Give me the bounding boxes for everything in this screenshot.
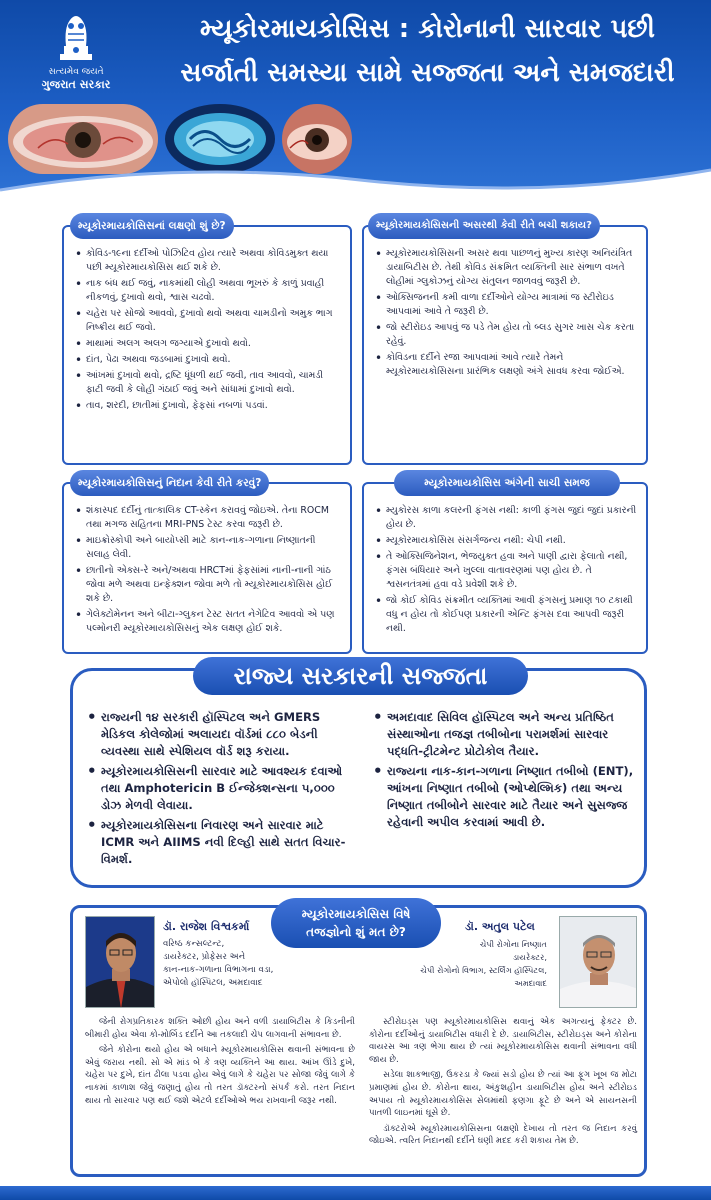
facts-heading: મ્યૂકોરમાયકોસિસ અંગેની સાચી સમજ (394, 470, 620, 496)
list-item: • ચહેરા પર સોજો આવવો, દુખાવો થવો અથવા ચામડીનો અમુક ભાગ નિષ્ક્રીય થઈ જવો. (74, 307, 342, 335)
facts-list (374, 504, 638, 638)
doctor2-roles (420, 938, 547, 990)
doctor2-role-line: ચેપી રોગોનો વિભાગ, સ્ટર્લિંગ હૉસ્પિટલ, (420, 965, 547, 975)
doctor1-paragraph: જેને કોરોના થયો હોય એ બધાને મ્યૂકોરમાયકોસિસ થવાની સંભાવના છે એવું જરાય નથી. સો એ માંડ બે કે ત્રણ વ્યક્તિને આ થાય. આંખ ઊંડે દુખે, ચહેરા પર દુખે, દાંત ઢીલા પડવા હોય એવું લાગે કે ચહેરા પર સોજા જેવું લાગે કે નાકમાં કાળાશ જેવું જણાતું હોય તો તરત ડૉક્ટરનો સંપર્ક કરો. તરત નિદાન થાય તો સારવાર પણ થઈ જશે એટલે દર્દીઓએ ભય રાખવાની જરૂર નથી. (85, 1045, 355, 1106)
list-item: • ગેલેક્ટોમેનન અને બીટા-ગ્લુકન ટેસ્ટ સતત નેગેટિવ આવવો એ પણ પલ્મોનરી મ્યૂકોરમાયકોસિસનું એક લક્ષણ હોઈ શકે. (74, 608, 342, 636)
experts-question-line1: મ્યૂકોરમાયકોસિસ વિષે (301, 907, 411, 921)
page-title-line1: મ્યૂકોરમાયકોસિસ : કોરોનાની સારવાર પછી (200, 14, 655, 44)
list-item: • રાજ્યની ૧૪ સરકારી હૉસ્પિટલ અને GMERS મેડિકલ કોલેજોમાં અલાયદા વૉર્ડમાં ૮૮૦ બેડની વ્યવસ્થા સાથે સ્પેશિયલ વૉર્ડ શરૂ કરાયા. (87, 709, 357, 760)
ashoka-emblem-icon (54, 8, 98, 66)
header-banner (0, 0, 711, 205)
experts-question-line2: તજજ્ઞોનો શું મત છે? (306, 925, 406, 939)
preparedness-left-list (87, 709, 357, 871)
symptoms-section (62, 220, 352, 465)
doctor2-role-line: અમદાવાદ (514, 978, 547, 988)
preparedness-heading: રાજ્ય સરકારની સજ્જતા (193, 657, 528, 695)
list-item: • માથામાં અલગ અલગ જગ્યાએ દુખાવો થવો. (74, 337, 342, 351)
list-item: • રાજ્યના નાક-કાન-ગળાના નિષ્ણાત તબીબો (ENT), આંખના નિષ્ણાત તબીબો (ઓપ્થેલ્મિક) તથા અન્ય નિષ્ણાત તબીબોને સારવાર માટે તૈયાર અને સુસજ્જ રહેવાની અપીલ કરવામાં આવી છે. (373, 763, 635, 831)
experts-question-badge (271, 898, 441, 948)
header-wave (0, 150, 711, 205)
diagnosis-section (62, 477, 352, 654)
doctor1-roles (163, 938, 273, 990)
list-item: • નાક બંધ થઈ જવું, નાકમાંથી લોહી અથવા ભૂખરું કે કાળું પ્રવાહી નીકળવું, દુખાવો થવો, શ્વાસ ચઢવો. (74, 277, 342, 305)
doctor1-portrait (85, 916, 155, 1008)
list-item: • મ્યૂકોરમાયકોસિસ સંસર્ગજન્ય નથી: ચેપી નથી. (374, 534, 638, 548)
list-item: • શંકાસ્પદ દર્દીનું તાત્કાલિક CT-સ્કેન કરાવવું જોઇએ. તેના ROCM તથા મગજ સહિતના MRI-PNS ટેસ્ટ કરવા જરૂરી છે. (74, 504, 342, 532)
doctor1-opinion (85, 1016, 355, 1107)
prevention-list (374, 247, 638, 381)
doctor2-portrait (559, 916, 637, 1008)
doctor2-paragraph: ડૉક્ટરોએ મ્યૂકોરમાયકોસિસના લક્ષણો દેખાય તો તરત જ નિદાન કરવું જોઇએ. ત્વરિત નિદાનથી દર્દીને ઘણી મદદ કરી શકાય તેમ છે. (369, 1123, 637, 1147)
list-item: • આંખમાં દુખાવો થવો, દ્રષ્ટિ ધૂંધળી થઈ જવી, તાવ આવવો, ચામડી ફાટી જવી કે લોહી ગંઠાઈ જવું અને સાંધામાં દુખાવો થવો. (74, 369, 342, 397)
gujarat-sarkar-label: ગુજરાત સરકાર (41, 78, 111, 91)
symptoms-list (74, 247, 342, 415)
list-item: • તાવ, શરદી, છાતીમાં દુખાવો, ફેફસાં નબળાં પડવાં. (74, 399, 342, 413)
list-item: • મ્યુકોરસ કાળા કલરની ફંગસ નથી: કાળી ફંગસ જુદાં જુદાં પ્રકારની હોય છે. (374, 504, 638, 532)
list-item: • જો સ્ટીરોઇડ આપવું જ પડે તેમ હોય તો બ્લડ સુગર ખાસ ચેક કરતા રહેવું. (374, 321, 638, 349)
doctor2-paragraph: સ્ટીરોઇડ્સ પણ મ્યૂકોરમાયકોસિસ થવાનું એક અગત્યનું ફેક્ટર છે. કોરોના દર્દીઓનું ડાયાબિટીસ વધારી દે છે. ડાયાબિટીસ, સ્ટીરોઇડ્સ અને કોરોના વાયરસ આ ત્રણ ભેગા થાય છે ત્યાં મ્યૂકોરમાયકોસિસ થવાની સંભાવના વધી જાય છે. (369, 1017, 637, 1065)
list-item: • જો કોઈ કોવિડ સંક્રમીત વ્યક્તિમાં આવી ફંગસનું પ્રમાણ ૧૦ ટકાથી વધુ ન હોય તો કોઈપણ પ્રકારની એન્ટિ ફંગસ દવા આપવી જરૂરી નથી. (374, 594, 638, 636)
state-emblem (40, 8, 112, 103)
list-item: • મ્યૂકોરમાયકોસિસના નિવારણ અને સારવાર માટે ICMR અને AIIMS નવી દિલ્હી સાથે સતત વિચાર-વિમર્શ. (87, 817, 357, 868)
doctor2-role-line: ચેપી રોગોના નિષ્ણાત (479, 939, 547, 949)
list-item: • છાતીનો એક્સ-રે અને/અથવા HRCTમાં ફેફસાંમાં નાની-નાની ગાંઠ જોવા મળે અથવા ઇન્ફેક્શન જોવા મળે તો મ્યૂકોરમાયકોસિસ હોઈ શકે છે. (74, 564, 342, 606)
list-item: • તે ઓક્સિજિનેશન, ભેજયુક્ત હવા અને પાણી દ્વારા ફેલાતો નથી, ફંગસ બંધિયાર અને ખુલ્લા વાતાવરણમાં પણ હોય છે. તે શ્વસનતંત્રમાં હવા વડે પ્રવેશી શકે છે. (374, 550, 638, 592)
facts-section (362, 477, 648, 654)
diagnosis-list (74, 504, 342, 638)
doctor1-role-line: વરિષ્ઠ કન્સલ્ટન્ટ, (163, 939, 225, 949)
list-item: • માઇક્રોસ્કોપી અને બાયોપ્સી માટે કાન-નાક-ગળાના નિષ્ણાતની સલાહ લેવી. (74, 534, 342, 562)
page-title-line2: સર્જાતી સમસ્યા સામે સજ્જતા અને સમજદારી (180, 58, 675, 88)
list-item: • કોવિડ-૧૯ના દર્દીઓ પોઝિટિવ હોય ત્યારે અથવા કોવિડમુક્ત થયા પછી મ્યૂકોરમાયકોસિસ થઈ શકે છે. (74, 247, 342, 275)
list-item: • મ્યૂકોરમાયકોસિસની અસર થવા પાછળનું મુખ્ય કારણ અનિયંત્રિત ડાયાબિટીસ છે. તેથી કોવિડ સંક્રમિત વ્યક્તિની સાર સંભાળ વખતે લોહીમાં ગ્લુકોઝનું યોગ્ય સંતુલન જાળવવું જરૂરી છે. (374, 247, 638, 289)
preparedness-right-list (373, 709, 635, 834)
list-item: • અમદાવાદ સિવિલ હૉસ્પિટલ અને અન્ય પ્રતિષ્ઠિત સંસ્થાઓના તજજ્ઞ તબીબોના પરામર્શમાં સારવાર પદ્ધતિ-ટ્રીટમેન્ટ પ્રોટોકોલ તૈયાર. (373, 709, 635, 760)
doctor1-role-line: એપોલો હૉસ્પિટલ, અમદાવાદ (163, 978, 263, 988)
doctor1-role-line: કાન-નાક-ગળાના વિભાગના વડા, (163, 965, 274, 975)
emblem-motto: સત્યમેવ જયતે (48, 67, 104, 77)
doctor2-opinion (369, 1016, 637, 1148)
doctor2-paragraph: સડેલા શાકભાજી, ઉકરડા કે જ્યાં સડો હોય છે ત્યાં આ ફૂગ ખૂબ જ મોટા પ્રમાણમાં હોય છે. કોરોના થાય, અંકુશહીન ડાયાબિટીસ હોય અને સ્ટીરોઇડ અપાય તો મ્યૂકોરમાયકોસિસ સેલમાંથી ફણગા ફૂટે છે અને એ સાયનસની પાતળી લાઇનમાં ઘૂસે છે. (369, 1070, 637, 1119)
doctor1-role-line: ડાયરેક્ટર, પ્રોફેસર અને (163, 952, 246, 962)
doctor1-paragraph: જેની રોગપ્રતિકારક શક્તિ ઓછી હોય અને વળી ડાયાબિટીસ કે કિડનીની બીમારી હોય એવા કો-મોર્બિડ દર્દીને આ તકલાદી ચેપ લાગવાની સંભાવના છે. (85, 1017, 355, 1040)
list-item: • દાંત, પેઢા અથવા જડબામાં દુખાવો થવો. (74, 353, 342, 367)
government-preparedness-section (70, 662, 647, 888)
doctor2-name: ડૉ. અતુલ પટેલ (465, 920, 535, 933)
diagnosis-heading: મ્યૂકોરમાયકોસિસનું નિદાન કેવી રીતે કરવું? (70, 470, 269, 496)
footer-band (0, 1186, 711, 1200)
prevention-section (362, 220, 648, 465)
doctor2-role-line: ડાયરેક્ટર, (512, 952, 547, 962)
list-item: • કોવિડના દર્દીને રજા આપવામાં આવે ત્યારે તેમને મ્યૂકોરમાયકોસિસના પ્રારંભિક લક્ષણો અંગે સાવધ કરવા જોઈએ. (374, 351, 638, 379)
prevention-heading: મ્યૂકોરમાયકોસિસની અસરથી કેવી રીતે બચી શકાય? (368, 213, 600, 239)
list-item: • ઓક્સિજનની કમી વાળા દર્દીઓને યોગ્ય માત્રામાં જ સ્ટીરોઇડ આપવામાં આવે તે જરૂરી છે. (374, 291, 638, 319)
list-item: • મ્યૂકોરમાયકોસિસની સારવાર માટે આવશ્યક દવાઓ તથા Amphotericin B ઈન્જેક્શન્સના ૫,૦૦૦ ડોઝ મેળવી લેવાયા. (87, 763, 357, 814)
doctor1-name: ડૉ. રાજેશ વિશ્વકર્મા (163, 920, 250, 933)
symptoms-heading: મ્યૂકોરમાયકોસિસનાં લક્ષણો શું છે? (70, 213, 234, 239)
